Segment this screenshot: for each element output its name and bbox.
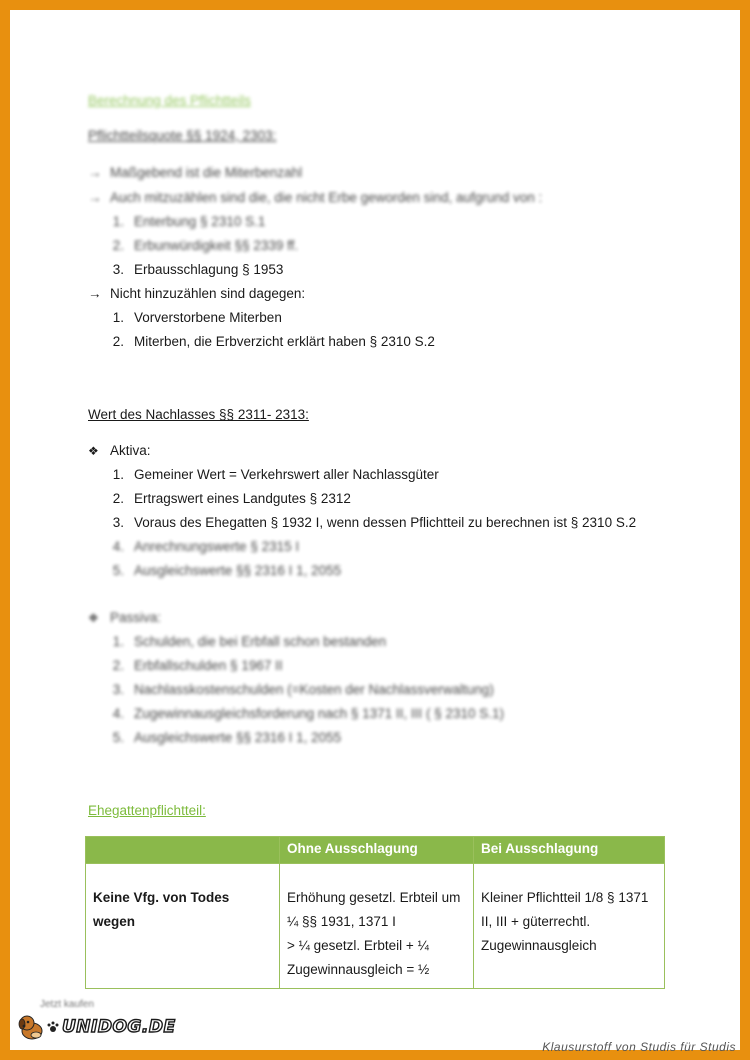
- table-cell-bei: Kleiner Pflichtteil 1/8 § 1371 II, III + güterrechtl. Zugewinnausgleich: [474, 864, 665, 989]
- watermark: Jetzt kaufen: [40, 999, 94, 1010]
- dog-icon: [16, 1012, 46, 1042]
- table-header-ohne: Ohne Ausschlagung: [280, 837, 474, 864]
- logo-text: UNIDOG.DE: [62, 1017, 176, 1037]
- arrow-icon: →: [88, 190, 102, 205]
- table-cell-ohne: Erhöhung gesetzl. Erbteil um ¼ §§ 1931, 1371 I > ¼ gesetzl. Erbteil + ¼ Zugewinnausgleich = ½: [280, 864, 474, 989]
- section2-title: Wert des Nachlasses §§ 2311- 2313:: [88, 407, 309, 422]
- point-1: → Maßgebend ist die Miterbenzahl: [88, 165, 303, 180]
- document-page: Berechnung des Pflichtteils Pflichtteilsquote §§ 1924, 2303: → Maßgebend ist die Miterbenzahl → Auch mitzuzählen sind die, die nicht Erbe geworden sind, aufgrund von : 1. Enterbung § 2310 S.1 2. Erbunwürdigkeit §§ 2339 ff. 3. Erbausschlagung § 1953 → Nicht hinzuzählen sind dagegen: 1. Vorverstorbene Miterben 2. Miterben, die Erbverzicht erklärt haben § 2310 S.2 Wert des Nachlasses §§ 2311- 2313: ❖ Aktiva: 1. Gemeiner Wert = Verkehrswert aller Nachlassgüter 2. Ertragswert eines Landgutes § 2312 3. Voraus des Ehegatten § 1932 I, wenn dessen Pflichtteil zu berechnen ist § 2310 S.2 4. Anrechnungswerte § 2315 I 5. Ausgleichswerte §§ 2316 I 1, 2055 ❖ Passiva: 1. Schulden, die bei Erbfall schon bestanden 2. Erbfallschulden § 1967 II 3. Nachlasskostenschulden (=Kosten der Nachlassverwaltung) 4. Zugewinnausgleichsforderung nach § 1371 II, III ( § 2310 S.1) 5. Ausgleichswerte §§ 2316 I 1, 2055 Ehegattenpflichtteil: Ohne Ausschlagung Bei Ausschlagung Keine Vfg. von Todes wegen Erhöhung gesetzl. Erbteil um ¼ §§ 1931, 1371 I > ¼ gesetzl. Erbteil + ¼ Zugewinnausgleich = ½ Kleiner Pflichtteil 1/8 § 1371 II, III + güterrechtl. Zugewinnausgleich: [10, 10, 740, 1050]
- point-not: → Nicht hinzuzählen sind dagegen:: [88, 286, 306, 301]
- table-row-head: Keine Vfg. von Todes wegen: [86, 864, 280, 989]
- diamond-bullet-icon: ❖: [88, 611, 99, 625]
- section3-title: Ehegattenpflichtteil:: [88, 803, 206, 818]
- paw-icon: [46, 1020, 60, 1034]
- table-header-bei: Bei Ausschlagung: [474, 837, 665, 864]
- table-header-empty: [86, 837, 280, 864]
- table-header-row: [86, 837, 665, 864]
- footer-text: Klausurstoff von Studis für Studis: [542, 1040, 736, 1054]
- main-heading: Berechnung des Pflichtteils: [88, 93, 251, 108]
- section1-title: Pflichtteilsquote §§ 1924, 2303:: [88, 128, 277, 143]
- table-row: [86, 864, 665, 989]
- unidog-logo: [16, 1012, 176, 1042]
- arrow-icon: →: [88, 286, 102, 301]
- passiva-label: ❖ Passiva:: [88, 610, 162, 625]
- spouse-share-table: [85, 836, 665, 989]
- arrow-icon: →: [88, 165, 102, 180]
- aktiva-label: ❖ Aktiva:: [88, 443, 151, 458]
- point-2: → Auch mitzuzählen sind die, die nicht Erbe geworden sind, aufgrund von :: [88, 190, 543, 205]
- diamond-bullet-icon: ❖: [88, 444, 99, 458]
